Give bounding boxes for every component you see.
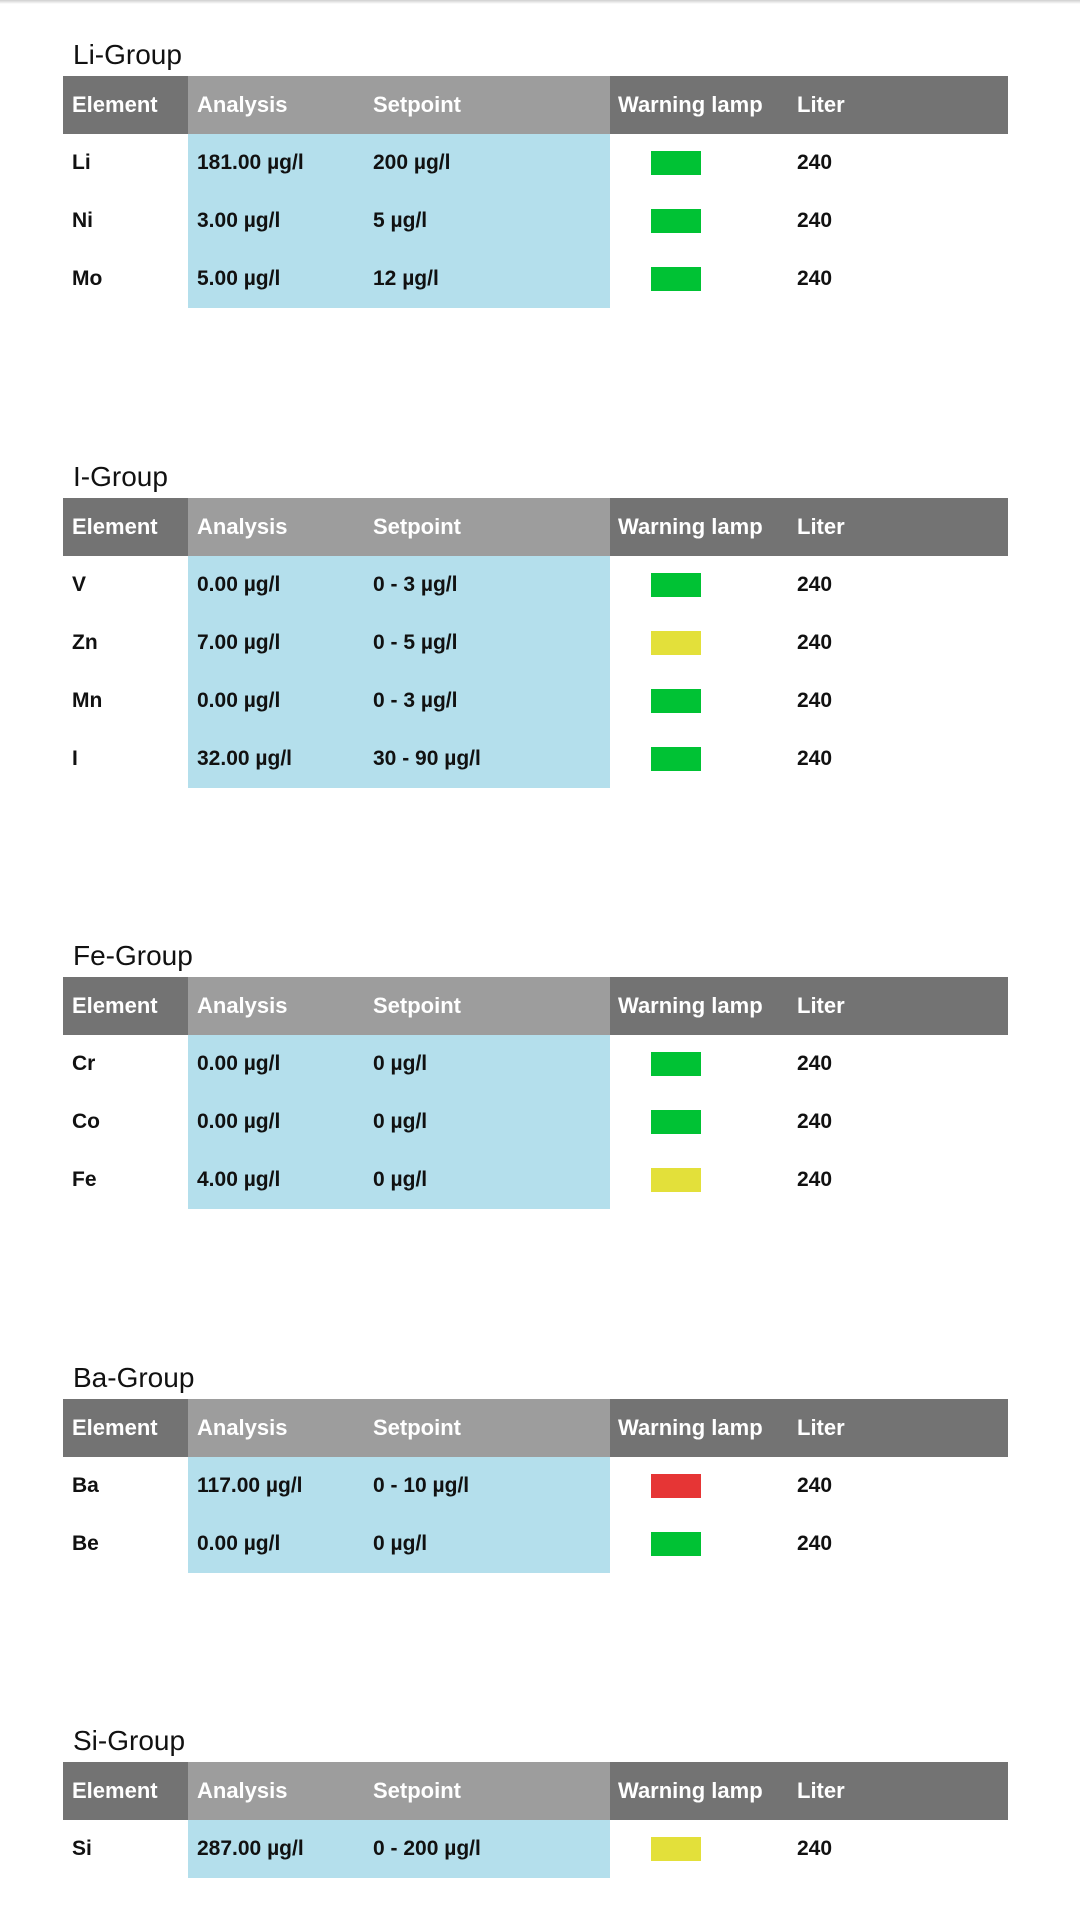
- cell-liter: 240: [785, 192, 1008, 250]
- cell-warning-lamp: [610, 1820, 785, 1878]
- cell-liter: 240: [785, 1151, 1008, 1209]
- header-liter: Liter: [785, 498, 1008, 556]
- header-element: Element: [63, 1399, 188, 1457]
- header-setpoint: Setpoint: [364, 498, 610, 556]
- cell-analysis: 0.00 µg/l: [188, 1035, 364, 1093]
- cell-liter: 240: [785, 1093, 1008, 1151]
- cell-setpoint: 30 - 90 µg/l: [364, 730, 610, 788]
- warning-lamp-red: [651, 1474, 701, 1498]
- warning-lamp-yellow: [651, 631, 701, 655]
- group-title: Fe-Group: [73, 940, 193, 971]
- cell-setpoint: 0 µg/l: [364, 1151, 610, 1209]
- cell-analysis: 3.00 µg/l: [188, 192, 364, 250]
- cell-element: Mo: [63, 250, 188, 308]
- header-element: Element: [63, 1762, 188, 1820]
- cell-element: V: [63, 556, 188, 614]
- cell-element: Li: [63, 134, 188, 192]
- warning-lamp-green: [651, 151, 701, 175]
- cell-liter: 240: [785, 730, 1008, 788]
- cell-liter: 240: [785, 614, 1008, 672]
- warning-lamp-green: [651, 1110, 701, 1134]
- cell-analysis: 32.00 µg/l: [188, 730, 364, 788]
- group-table: [63, 977, 1008, 1209]
- header-warning-lamp: Warning lamp: [610, 1399, 785, 1457]
- group-table: [63, 1399, 1008, 1573]
- header-liter: Liter: [785, 1399, 1008, 1457]
- cell-liter: 240: [785, 250, 1008, 308]
- cell-analysis: 181.00 µg/l: [188, 134, 364, 192]
- cell-setpoint: 0 - 3 µg/l: [364, 672, 610, 730]
- group-fe-group: [63, 935, 1008, 1209]
- group-table: [63, 1762, 1008, 1878]
- group-title: I-Group: [73, 461, 168, 492]
- cell-warning-lamp: [610, 1035, 785, 1093]
- cell-analysis: 117.00 µg/l: [188, 1457, 364, 1515]
- cell-analysis: 0.00 µg/l: [188, 672, 364, 730]
- cell-setpoint: 0 µg/l: [364, 1035, 610, 1093]
- cell-setpoint: 0 - 200 µg/l: [364, 1820, 610, 1878]
- warning-lamp-green: [651, 1532, 701, 1556]
- cell-element: Ba: [63, 1457, 188, 1515]
- cell-setpoint: 0 - 5 µg/l: [364, 614, 610, 672]
- cell-warning-lamp: [610, 1151, 785, 1209]
- cell-warning-lamp: [610, 250, 785, 308]
- cell-warning-lamp: [610, 672, 785, 730]
- header-element: Element: [63, 76, 188, 134]
- header-analysis: Analysis: [188, 76, 364, 134]
- cell-warning-lamp: [610, 1093, 785, 1151]
- group-title: Ba-Group: [73, 1362, 195, 1393]
- group-ba-group: [63, 1357, 1008, 1573]
- cell-liter: 240: [785, 134, 1008, 192]
- header-element: Element: [63, 498, 188, 556]
- header-warning-lamp: Warning lamp: [610, 977, 785, 1035]
- cell-liter: 240: [785, 1457, 1008, 1515]
- cell-setpoint: 0 - 3 µg/l: [364, 556, 610, 614]
- cell-analysis: 7.00 µg/l: [188, 614, 364, 672]
- cell-analysis: 4.00 µg/l: [188, 1151, 364, 1209]
- header-liter: Liter: [785, 76, 1008, 134]
- top-shadow: [0, 0, 1080, 4]
- cell-analysis: 0.00 µg/l: [188, 556, 364, 614]
- header-liter: Liter: [785, 1762, 1008, 1820]
- cell-analysis: 0.00 µg/l: [188, 1515, 364, 1573]
- group-si-group: [63, 1720, 1008, 1878]
- header-liter: Liter: [785, 977, 1008, 1035]
- cell-liter: 240: [785, 1035, 1008, 1093]
- cell-setpoint: 200 µg/l: [364, 134, 610, 192]
- cell-warning-lamp: [610, 1457, 785, 1515]
- header-setpoint: Setpoint: [364, 977, 610, 1035]
- header-setpoint: Setpoint: [364, 76, 610, 134]
- cell-setpoint: 0 - 10 µg/l: [364, 1457, 610, 1515]
- cell-element: Co: [63, 1093, 188, 1151]
- cell-warning-lamp: [610, 730, 785, 788]
- cell-warning-lamp: [610, 614, 785, 672]
- cell-analysis: 5.00 µg/l: [188, 250, 364, 308]
- header-warning-lamp: Warning lamp: [610, 1762, 785, 1820]
- warning-lamp-yellow: [651, 1168, 701, 1192]
- cell-element: Be: [63, 1515, 188, 1573]
- group-table: [63, 76, 1008, 308]
- cell-analysis: 0.00 µg/l: [188, 1093, 364, 1151]
- header-setpoint: Setpoint: [364, 1762, 610, 1820]
- warning-lamp-green: [651, 209, 701, 233]
- header-analysis: Analysis: [188, 977, 364, 1035]
- cell-warning-lamp: [610, 134, 785, 192]
- cell-setpoint: 0 µg/l: [364, 1093, 610, 1151]
- header-warning-lamp: Warning lamp: [610, 498, 785, 556]
- group-table: [63, 498, 1008, 788]
- header-setpoint: Setpoint: [364, 1399, 610, 1457]
- group-i-group: [63, 456, 1008, 788]
- cell-element: Cr: [63, 1035, 188, 1093]
- warning-lamp-green: [651, 267, 701, 291]
- header-element: Element: [63, 977, 188, 1035]
- warning-lamp-green: [651, 747, 701, 771]
- cell-liter: 240: [785, 672, 1008, 730]
- group-title: Si-Group: [73, 1725, 186, 1756]
- warning-lamp-green: [651, 689, 701, 713]
- cell-warning-lamp: [610, 1515, 785, 1573]
- cell-setpoint: 12 µg/l: [364, 250, 610, 308]
- cell-liter: 240: [785, 1820, 1008, 1878]
- cell-warning-lamp: [610, 556, 785, 614]
- cell-element: Ni: [63, 192, 188, 250]
- cell-element: Fe: [63, 1151, 188, 1209]
- cell-liter: 240: [785, 556, 1008, 614]
- cell-warning-lamp: [610, 192, 785, 250]
- cell-setpoint: 0 µg/l: [364, 1515, 610, 1573]
- cell-element: Zn: [63, 614, 188, 672]
- warning-lamp-green: [651, 573, 701, 597]
- cell-element: I: [63, 730, 188, 788]
- header-analysis: Analysis: [188, 498, 364, 556]
- header-warning-lamp: Warning lamp: [610, 76, 785, 134]
- warning-lamp-green: [651, 1052, 701, 1076]
- cell-setpoint: 5 µg/l: [364, 192, 610, 250]
- group-li-group: [63, 34, 1008, 308]
- cell-liter: 240: [785, 1515, 1008, 1573]
- cell-analysis: 287.00 µg/l: [188, 1820, 364, 1878]
- group-title: Li-Group: [73, 39, 182, 70]
- cell-element: Si: [63, 1820, 188, 1878]
- header-analysis: Analysis: [188, 1762, 364, 1820]
- header-analysis: Analysis: [188, 1399, 364, 1457]
- warning-lamp-yellow: [651, 1837, 701, 1861]
- cell-element: Mn: [63, 672, 188, 730]
